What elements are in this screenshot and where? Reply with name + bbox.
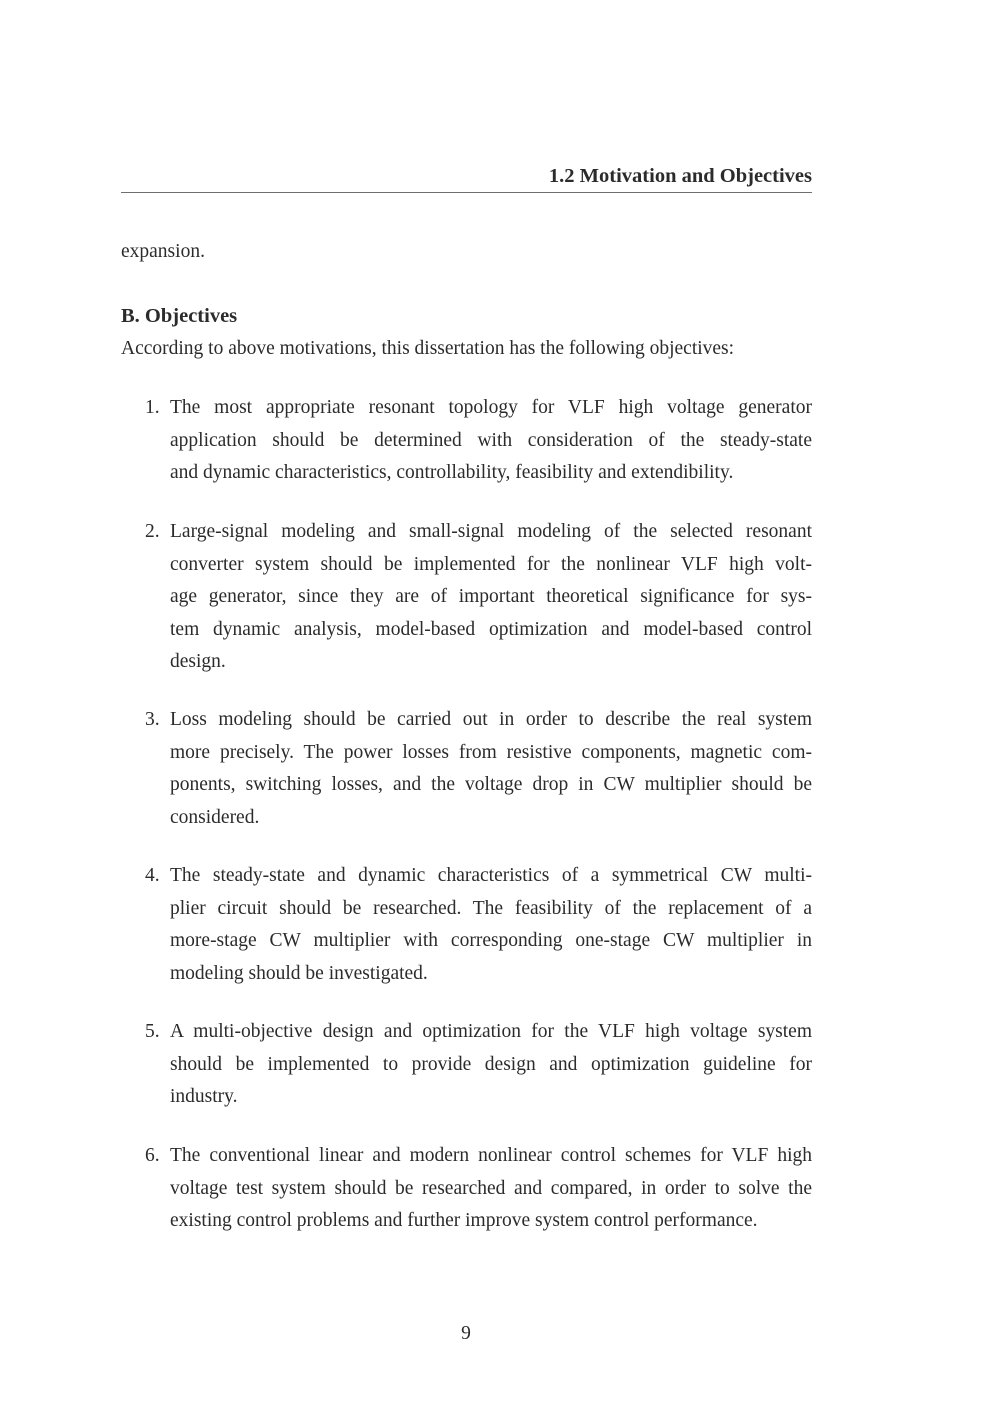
objective-line: application should be determined with consideration of the steady-state [170,429,812,451]
page-header [121,163,812,193]
objective-line: design. [170,651,226,672]
objective-number: 3. [145,709,160,730]
objective-line: converter system should be implemented for the nonlinear VLF high volt- [170,553,812,575]
objective-line: The conventional linear and modern nonlinear control schemes for VLF high [170,1145,812,1166]
objective-line: Loss modeling should be carried out in order to describe the real system [170,709,812,730]
objective-line: plier circuit should be researched. The feasibility of the replacement of a [170,897,812,919]
objective-number: 4. [145,865,160,886]
objective-line: more precisely. The power losses from resistive components, magnetic com- [170,741,812,763]
section-heading: B. Objectives [121,305,238,327]
objective-line: The most appropriate resonant topology for VLF high voltage generator [170,397,812,418]
intro-paragraph: According to above motivations, this dissertation has the following objectives: [121,338,735,359]
objective-number: 6. [145,1145,160,1166]
objective-line: A multi-objective design and optimization for the VLF high voltage system [170,1021,812,1042]
objective-number: 1. [145,397,160,418]
objective-line: considered. [170,806,260,828]
objective-line: tem dynamic analysis, model-based optimization and model-based control [170,618,812,640]
objective-line: and dynamic characteristics, controllability, feasibility and extendibility. [170,462,734,483]
objective-line: should be implemented to provide design and optimization guideline for [170,1053,812,1075]
objective-number: 2. [145,521,160,542]
objective-line: voltage test system should be researched and compared, in order to solve the [170,1177,812,1199]
objective-line: more-stage CW multiplier with corresponding one-stage CW multiplier in [170,930,812,951]
continuation-text: expansion. [121,241,205,262]
objective-line: Large-signal modeling and small-signal modeling of the selected resonant [170,521,812,542]
page-number: 9 [461,1323,471,1344]
objective-line: The steady-state and dynamic characteristics of a symmetrical CW multi- [170,865,812,886]
objective-number: 5. [145,1021,160,1042]
objective-line: existing control problems and further improve system control performance. [170,1210,758,1231]
objective-line: age generator, since they are of important theoretical significance for sys- [170,586,812,607]
objective-line: ponents, switching losses, and the voltage drop in CW multiplier should be [170,774,812,795]
running-head-title: 1.2 Motivation and Objectives [548,165,812,187]
objective-line: industry. [170,1086,238,1107]
objective-line: modeling should be investigated. [170,962,428,984]
